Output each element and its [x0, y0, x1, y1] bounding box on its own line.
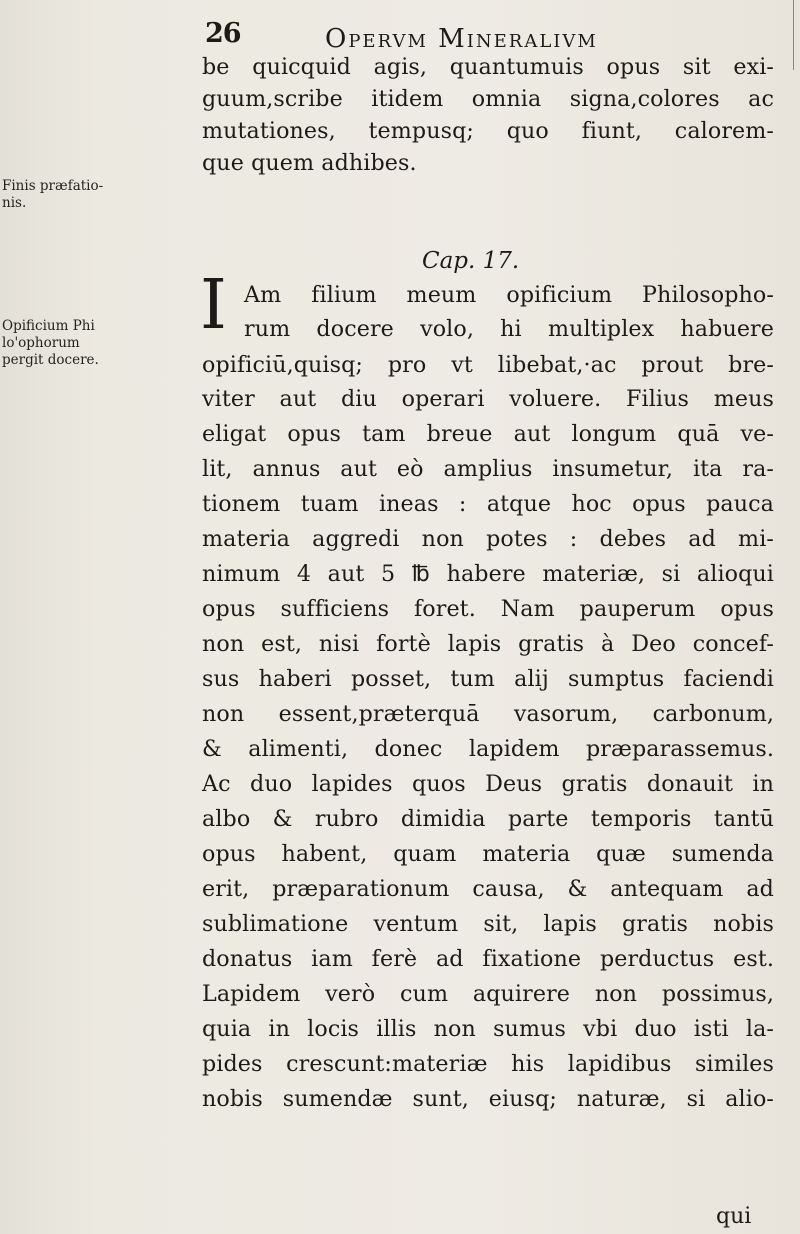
text-line: materia aggredi non potes : debes ad mi-	[202, 526, 774, 552]
chapter-heading: Cap. 17.	[422, 248, 520, 274]
text-line: Am filium meum opificium Philosopho-	[244, 282, 774, 308]
text-line: Ac duo lapides quos Deus gratis donauit in	[202, 771, 774, 797]
drop-cap: I	[200, 266, 227, 345]
text-line: tionem tuam ineas : atque hoc opus pauca	[202, 491, 774, 517]
text-line: eligat opus tam breue aut longum quā ve-	[202, 421, 774, 447]
catchword: qui	[716, 1204, 752, 1229]
text-line: opificiū,quisq; pro vt libebat,·ac prout bre-	[202, 352, 774, 378]
side-note-finis	[2, 178, 192, 212]
text-line: opus sufficiens foret. Nam pauperum opus	[202, 596, 774, 622]
text-line: quia in locis illis non sumus vbi duo isti la-	[202, 1016, 774, 1042]
text-line: sublimatione ventum sit, lapis gratis nobis	[202, 911, 774, 937]
side-note-line: Opificium Phi	[2, 318, 95, 334]
text-line: viter aut diu operari voluere. Filius meus	[202, 386, 774, 412]
page-number: 26	[205, 18, 241, 49]
text-line: non essent,præterquā vasorum, carbonum,	[202, 701, 774, 727]
text-line: mutationes, tempusq; quo fiunt, calorem-	[202, 118, 774, 144]
side-note-line: nis.	[2, 195, 27, 211]
page-edge-line	[793, 0, 794, 70]
side-note-line: pergit docere.	[2, 352, 99, 368]
text-line: erit, præparationum causa, & antequam ad	[202, 876, 774, 902]
text-line: que quem adhibes.	[202, 150, 417, 176]
side-note-opificium	[2, 318, 192, 369]
text-line: Lapidem verò cum aquirere non possimus,	[202, 981, 774, 1007]
text-line: albo & rubro dimidia parte temporis tantū	[202, 806, 774, 832]
text-line: nimum 4 aut 5 ℔ habere materiæ, si alioqui	[202, 561, 774, 587]
page-header	[205, 18, 665, 58]
text-line: donatus iam ferè ad fixatione perductus est.	[202, 946, 774, 972]
running-head: Opervm Mineralivm	[325, 24, 598, 54]
text-line: opus habent, quam materia quæ sumenda	[202, 841, 774, 867]
side-note-line: lo'ophorum	[2, 335, 80, 351]
text-line: guum,scribe itidem omnia signa,colores ac	[202, 86, 774, 112]
text-line: non est, nisi fortè lapis gratis à Deo concef-	[202, 631, 774, 657]
text-line: sus haberi posset, tum alij sumptus faciendi	[202, 666, 774, 692]
text-line: rum docere volo, hi multiplex habuere	[244, 316, 774, 342]
text-line: pides crescunt:materiæ his lapidibus similes	[202, 1051, 774, 1077]
text-line: nobis sumendæ sunt, eiusq; naturæ, si alio-	[202, 1086, 774, 1112]
text-line: & alimenti, donec lapidem præparassemus.	[202, 736, 774, 762]
text-line: be quicquid agis, quantumuis opus sit exi-	[202, 54, 774, 80]
side-note-line: Finis præfatio-	[2, 178, 104, 194]
text-line: lit, annus aut eò amplius insumetur, ita ra-	[202, 456, 774, 482]
